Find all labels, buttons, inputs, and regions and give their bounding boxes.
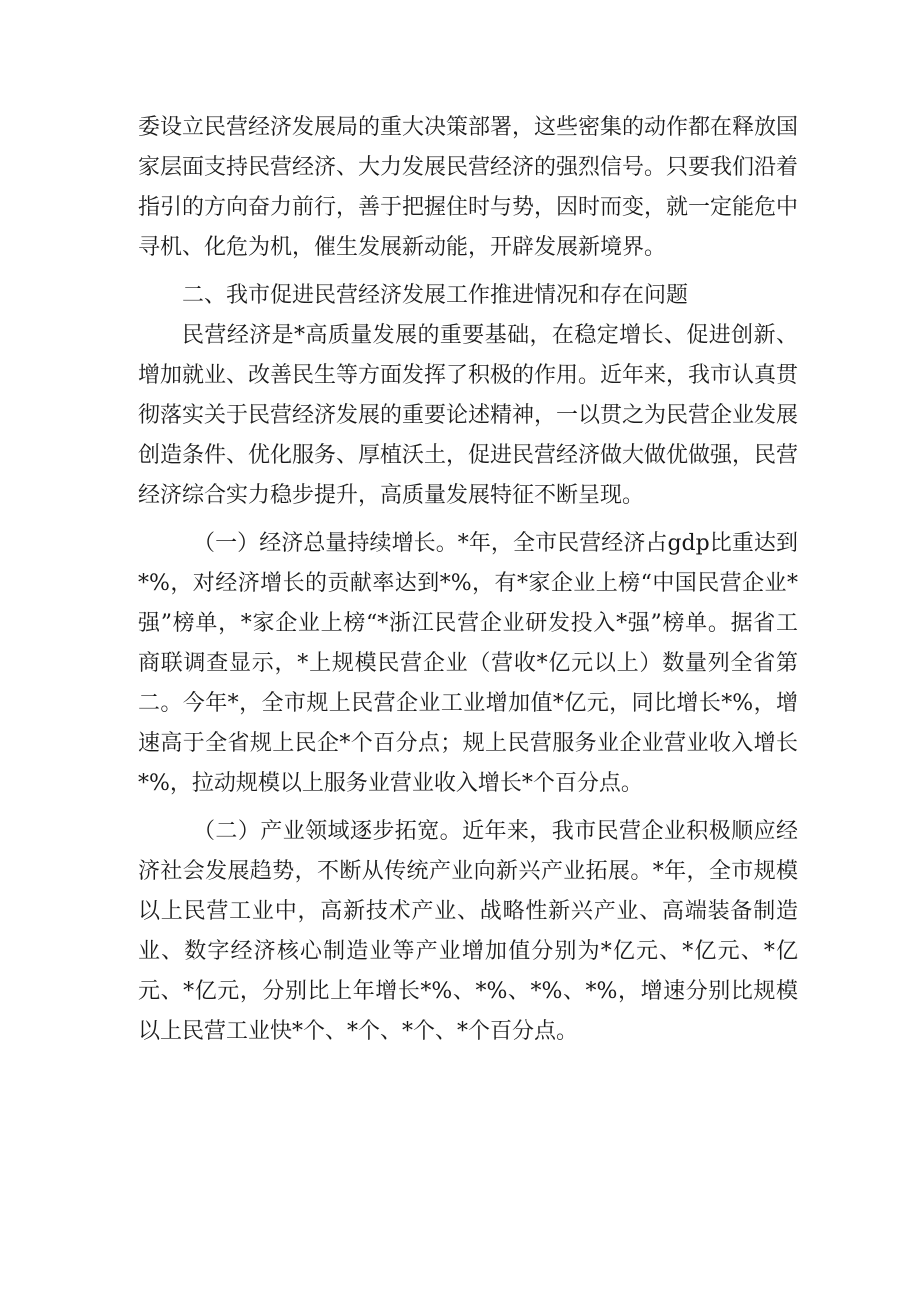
section-heading: 二、我市促进民营经济发展工作推进情况和存在问题 (182, 283, 689, 308)
paragraph-intro: 民营经济是*高质量发展的重要基础，在稳定增长、促进创新、增加就业、改善民生等方面发挥了积极的作用。近年来，我市认真贯彻落实关于民营经济发展的重要论述精神，一以贯之为民营企业发展创造条件、优化服务、厚植沃土，促进民营经济做大做优做强，民营经济综合实力稳步提升，高质量发展特征不断呈现。 (138, 323, 799, 508)
paragraph-continuation: 委设立民营经济发展局的重大决策部署，这些密集的动作都在释放国家层面支持民营经济、大力发展民营经济的强烈信号。只要我们沿着指引的方向奋力前行，善于把握住时与势，因时而变，就一定能危中寻机、化危为机，催生发展新动能，开辟发展新境界。 (138, 115, 799, 260)
document-body (138, 108, 798, 1052)
paragraph-point-1: （一）经济总量持续增长。*年，全市民营经济占gdp比重达到*%，对经济增长的贡献率达到*%，有*家企业上榜“中国民营企业*强”榜单，*家企业上榜“*浙江民营企业研发投入*强”榜单。据省工商联调查显示，*上规模民营企业（营收*亿元以上）数量列全省第二。今年*，全市规上民营企业工业增加值*亿元，同比增长*%，增速高于全省规上民企*个百分点；规上民营服务业企业营业收入增长*%，拉动规模以上服务业营业收入增长*个百分点。 (138, 531, 798, 796)
paragraph-point-2: （二）产业领域逐步拓宽。近年来，我市民营企业积极顺应经济社会发展趋势，不断从传统产业向新兴产业拓展。*年，全市规模以上民营工业中，高新技术产业、战略性新兴产业、高端装备制造业、数字经济核心制造业等产业增加值分别为*亿元、*亿元、*亿元、*亿元，分别比上年增长*%、*%、*%、*%，增速分别比规模以上民营工业快*个、*个、*个、*个百分点。 (138, 819, 798, 1044)
